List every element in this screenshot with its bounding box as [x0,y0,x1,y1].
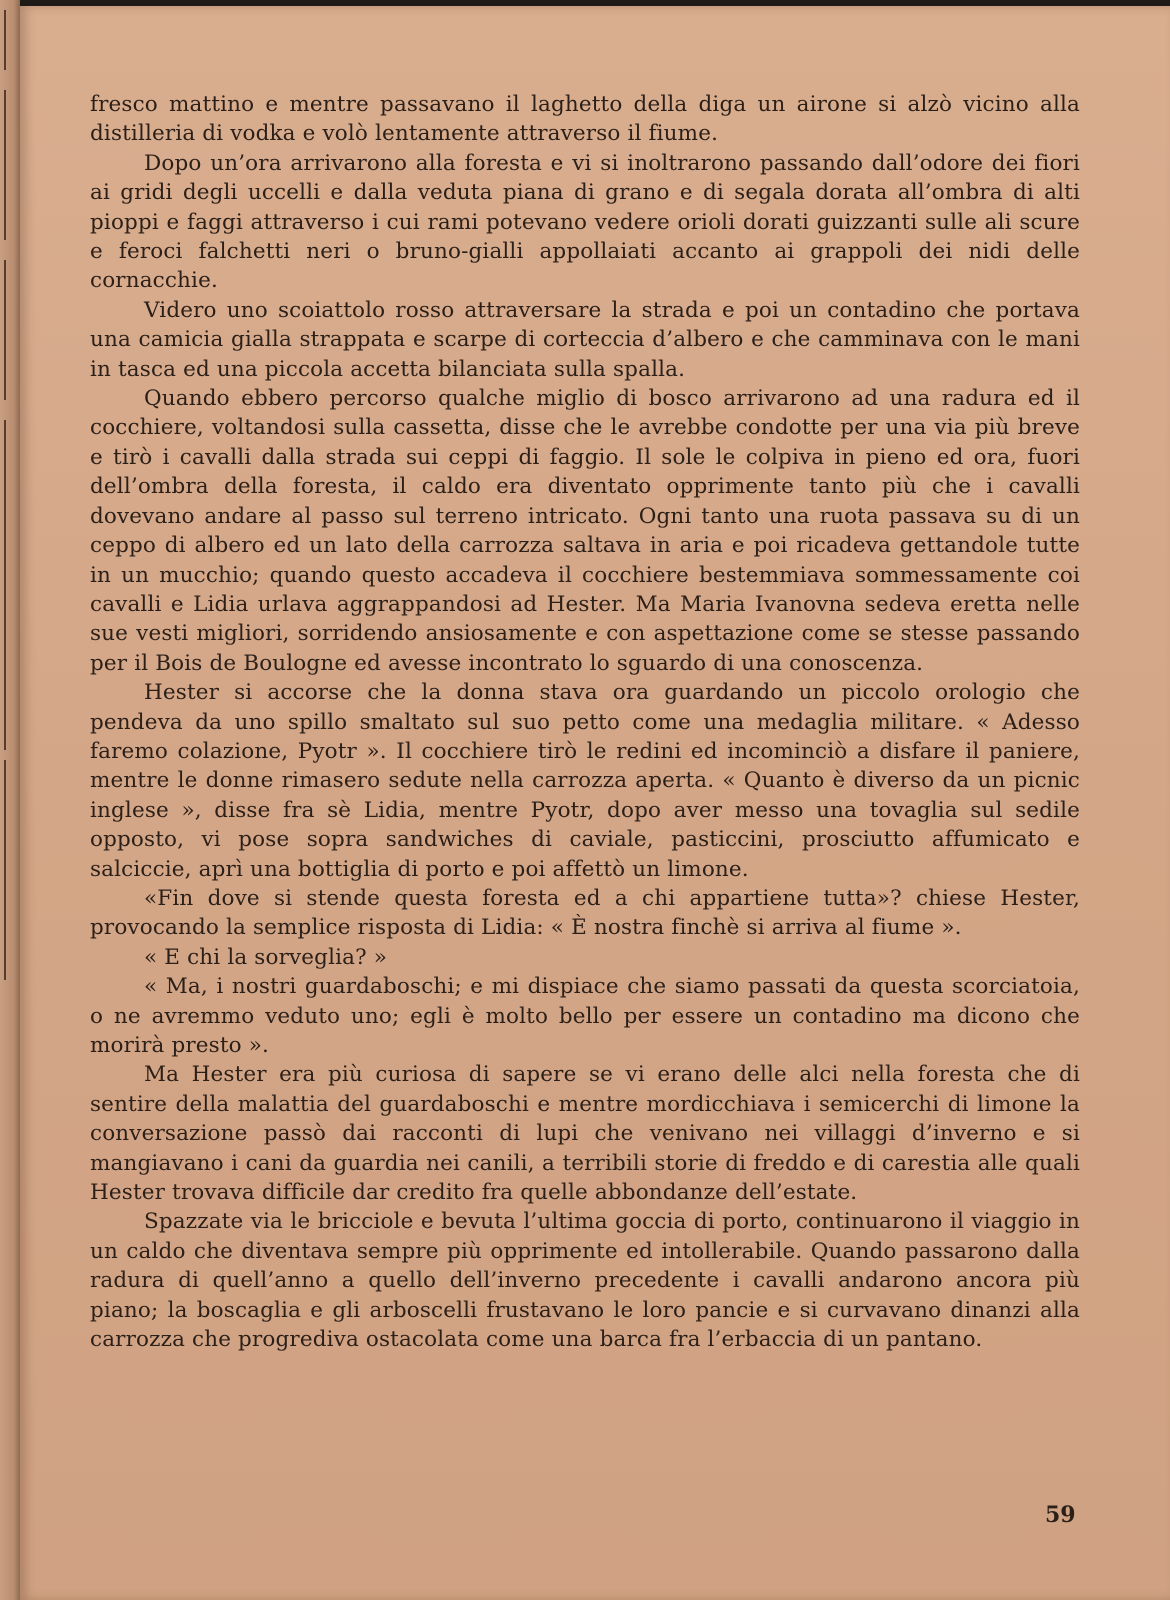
spine-mark [4,760,6,980]
paragraph: Quando ebbero percorso qualche miglio di bosco arrivarono ad una radura ed il cocchiere, voltandosi sulla cassetta, disse che le avrebbe condotte per una via più breve e tirò i cavalli dalla strada sui ceppi di faggio. Il sole le colpiva in pieno ed ora, fuori dell’ombra della foresta, il caldo era diventato opprimente tanto più che i cavalli dovevano andare al passo sul terreno intricato. Ogni tanto una ruota passava su di un ceppo di albero ed un lato della carrozza saltava in aria e poi ricadeva gettandole tutte in un mucchio; quando questo accadeva il cocchiere bestemmiava sommessamente coi cavalli e Lidia urlava aggrappandosi ad Hester. Ma Maria Ivanovna sedeva eretta nelle sue vesti migliori, sorridendo ansiosamente e con aspettazione come se stesse passando per il Bois de Boulogne ed avesse incontrato lo sguardo di una conoscenza. [90,386,1080,676]
paragraph: « Ma, i nostri guardaboschi; e mi dispiace che siamo passati da questa scorciatoia, o ne avremmo veduto uno; egli è molto bello per essere un contadino ma dicono che morirà presto ». [90,974,1080,1058]
spine-mark [4,260,6,400]
paragraph: Dopo un’ora arrivarono alla foresta e vi si inoltrarono passando dall’odore dei fiori ai gridi degli uccelli e dalla veduta piana di grano e di segala dorata all’ombra di alti pioppi e faggi attraverso i cui rami potevano vedere orioli dorati guizzanti sulle ali scure e feroci falchetti neri o bruno-gialli appollaiati accanto ai grappoli dei nidi delle cornacchie. [90,150,1080,294]
spine-mark [4,90,6,240]
paragraph: Videro uno scoiattolo rosso attraversare la strada e poi un contadino che portava una camicia gialla strappata e scarpe di corteccia d’albero e che camminava con le mani in tasca ed una piccola accetta bilanciata sulla spalla. [90,297,1080,382]
spine-mark [4,10,6,70]
paragraph: fresco mattino e mentre passavano il laghetto della diga un airone si alzò vicino alla distilleria di vodka e volò lentamente attraverso il fiume. [90,92,1080,147]
page-number: 59 [1045,1502,1076,1528]
paragraph: Hester si accorse che la donna stava ora guardando un piccolo orologio che pendeva da uno spillo smaltato sul suo petto come una medaglia militare. « Adesso faremo colazione, Pyotr ». Il cocchiere tirò le redini ed incominciò a disfare il paniere, mentre le donne rimasero sedute nella carrozza aperta. « Quanto è diverso da un picnic inglese », disse fra sè Lidia, mentre Pyotr, dopo aver messo una tovaglia sul sedile opposto, vi pose sopra sandwiches di caviale, pasticcini, prosciutto affumicato e salciccie, aprì una bottiglia di porto e poi affettò un limone. [90,680,1080,882]
book-spine [0,0,20,1600]
paragraph: «Fin dove si stende questa foresta ed a chi appartiene tutta»? chiese Hester, provocando la semplice risposta di Lidia: « È nostra finchè si arriva al fiume ». [90,885,1080,941]
paragraph: Spazzate via le bricciole e bevuta l’ultima goccia di porto, continuarono il viaggio in un caldo che diventava sempre più opprimente ed intollerabile. Quando passarono dalla radura di quell’anno a quello dell’inverno precedente i cavalli andarono ancora più piano; la boscaglia e gli arboscelli frustavano le loro pancie e si curvavano dinanzi alla carrozza che progrediva ostacolata come una barca fra l’erbaccia di un pantano. [90,1209,1080,1353]
page-text [90,90,1080,1354]
spine-mark [4,420,6,750]
paragraph: « E chi la sorveglia? » [144,944,388,970]
paragraph: Ma Hester era più curiosa di sapere se vi erano delle alci nella foresta che di sentire della malattia del guardaboschi e mentre mordicchiava i semicerchi di limone la conversazione passò dai racconti di lupi che venivano nei villaggi d’inverno e si mangiavano i cani da guardia nei canili, a terribili storie di freddo e di carestia alle quali Hester trovava difficile dar credito fra quelle abbondanze dell’estate. [90,1062,1080,1206]
